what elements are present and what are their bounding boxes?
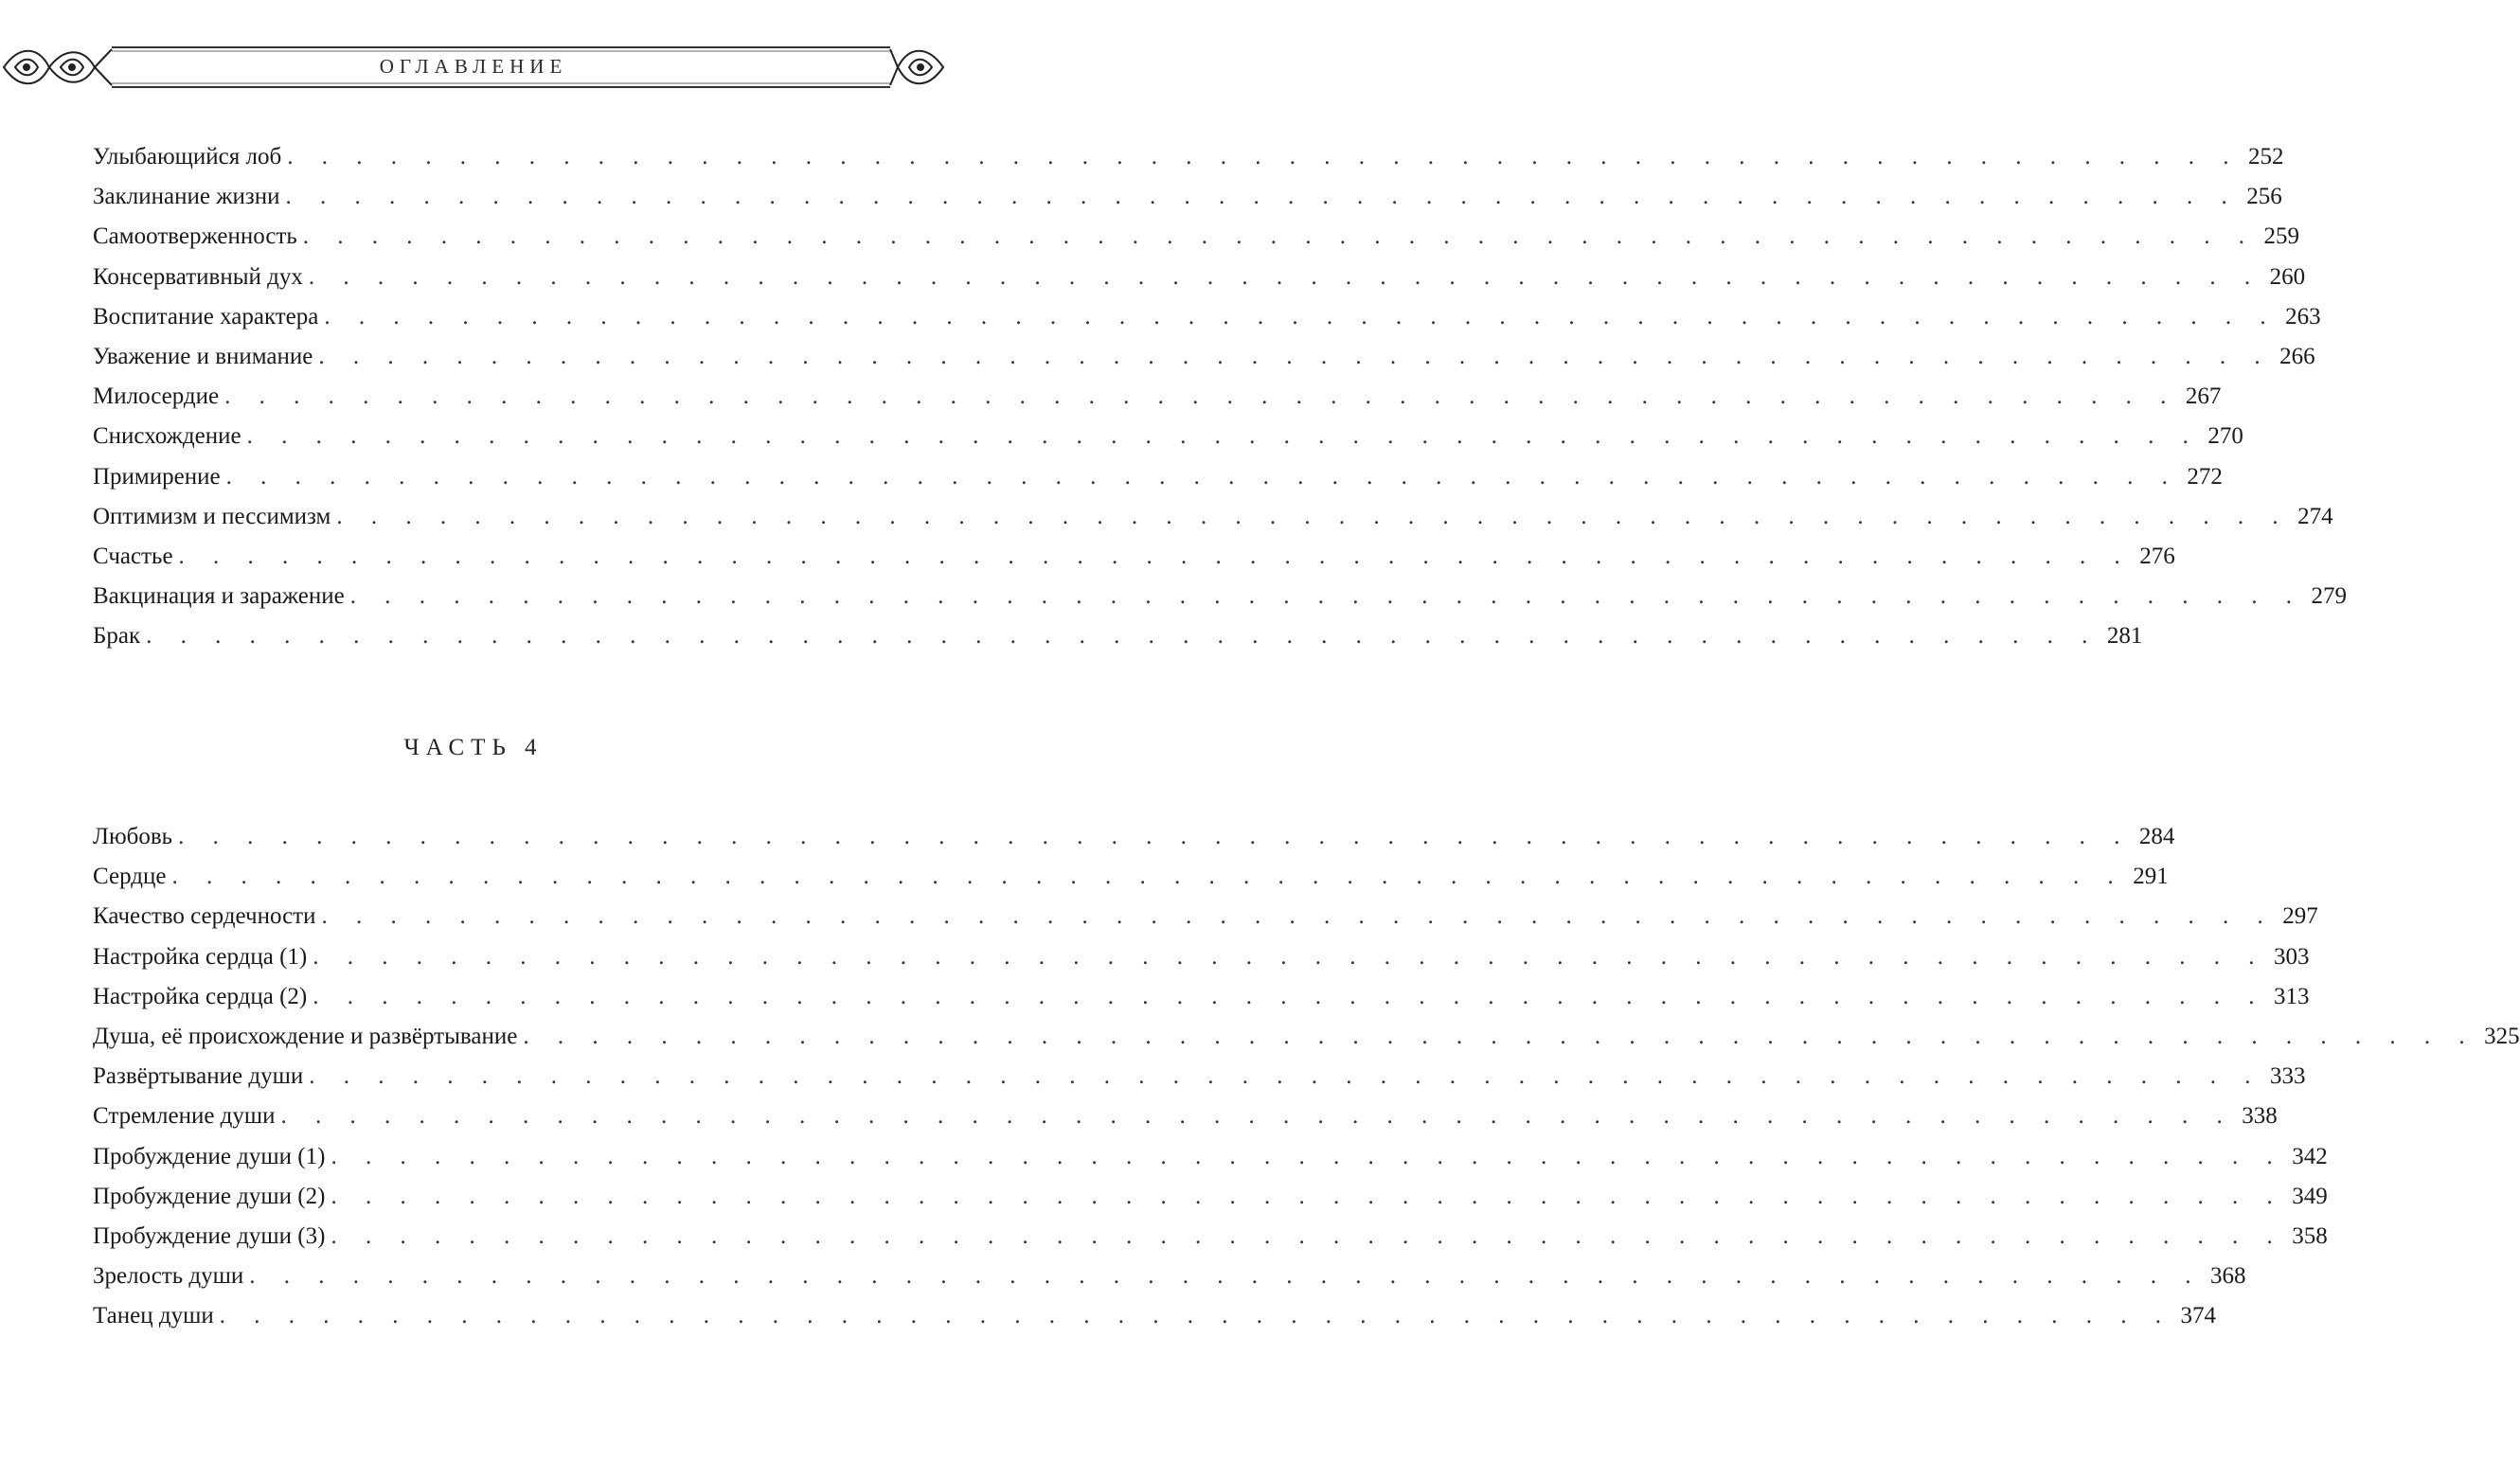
toc-entry-page: 349 <box>2292 1184 2328 1209</box>
toc-entry[interactable] <box>93 138 2284 176</box>
toc-entry-page: 358 <box>2292 1223 2328 1249</box>
toc-leader-dots: . . . . . . . . . . . . . . . . . . . . . . . . . . . . . . . . . . . . . . . . . . . . . . . . . . . . . . . . . <box>285 184 2239 209</box>
toc-leader-dots: . . . . . . . . . . . . . . . . . . . . . . . . . . . . . . . . . . . . . . . . . . . . . . . . . . . . . . . . . <box>324 304 2278 330</box>
toc-entry[interactable] <box>93 1018 2520 1056</box>
toc-entry[interactable] <box>93 298 2321 336</box>
toc-leader-dots: . . . . . . . . . . . . . . . . . . . . . . . . . . . . . . . . . . . . . . . . . . . . . . . . . . . . . . . . . <box>171 864 2125 889</box>
toc-leader-dots: . . . . . . . . . . . . . . . . . . . . . . . . . . . . . . . . . . . . . . . . . . . . . . . . . . . . . . . . . <box>523 1024 2476 1049</box>
toc-entry-title: Сердце <box>93 864 167 889</box>
toc-entry[interactable] <box>93 338 2315 376</box>
toc-entry-title: Консервативный дух <box>93 264 303 290</box>
toc-leader-dots: . . . . . . . . . . . . . . . . . . . . . . . . . . . . . . . . . . . . . . . . . . . . . . . . . . . . . . . . . <box>302 223 2257 249</box>
toc-leader-dots: . . . . . . . . . . . . . . . . . . . . . . . . . . . . . . . . . . . . . . . . . . . . . . . . . . . . . . . . . <box>246 423 2200 449</box>
toc-leader-dots: . . . . . . . . . . . . . . . . . . . . . . . . . . . . . . . . . . . . . . . . . . . . . . . . . . . . . . . . . <box>336 504 2290 529</box>
part-heading: ЧАСТЬ 4 <box>403 735 544 760</box>
toc-entry-page: 274 <box>2297 504 2333 529</box>
toc-leader-dots: . . . . . . . . . . . . . . . . . . . . . . . . . . . . . . . . . . . . . . . . . . . . . . . . . . . . . . . . . <box>287 144 2241 169</box>
toc-entry-title: Настройка сердца (2) <box>93 984 308 1009</box>
toc-entry-page: 374 <box>2180 1303 2216 1328</box>
toc-entry-title: Качество сердечности <box>93 903 316 929</box>
toc-entry[interactable] <box>93 858 2169 896</box>
toc-leader-dots: . . . . . . . . . . . . . . . . . . . . . . . . . . . . . . . . . . . . . . . . . . . . . . . . . . . . . . . . . <box>318 344 2272 369</box>
toc-entry[interactable] <box>93 498 2333 536</box>
toc-entry-page: 279 <box>2311 583 2347 609</box>
toc-entry[interactable] <box>93 1178 2328 1216</box>
toc-entry[interactable] <box>93 1138 2328 1176</box>
toc-entry-page: 266 <box>2279 344 2315 369</box>
toc-entry-page: 276 <box>2139 544 2175 569</box>
toc-entry[interactable] <box>93 818 2175 856</box>
toc-entry-title: Развёртывание души <box>93 1063 304 1089</box>
toc-entry-title: Настройка сердца (1) <box>93 944 308 970</box>
toc-entry-page: 267 <box>2185 383 2222 409</box>
toc-entry-title: Воспитание характера <box>93 304 319 330</box>
toc-entry-title: Самоотверженность <box>93 223 297 249</box>
toc-entry-page: 270 <box>2207 423 2243 449</box>
toc-entry-title: Счастье <box>93 544 173 569</box>
header-title: ОГЛАВЛЕНИЕ <box>379 55 568 78</box>
toc-entry[interactable] <box>93 538 2175 576</box>
toc-entry-page: 272 <box>2187 464 2223 490</box>
toc-leader-dots: . . . . . . . . . . . . . . . . . . . . . . . . . . . . . . . . . . . . . . . . . . . . . . . . . . . . . . . . . <box>331 1144 2284 1169</box>
toc-entry-page: 342 <box>2292 1144 2328 1169</box>
toc-leader-dots: . . . . . . . . . . . . . . . . . . . . . . . . . . . . . . . . . . . . . . . . . . . . . . . . . . . . . . . . . <box>331 1223 2284 1249</box>
toc-entry-title: Снисхождение <box>93 423 241 449</box>
toc-entry-title: Улыбающийся лоб <box>93 144 282 169</box>
toc-entry-title: Стремление души <box>93 1103 276 1129</box>
toc-leader-dots: . . . . . . . . . . . . . . . . . . . . . . . . . . . . . . . . . . . . . . . . . . . . . . . . . . . . . . . . . <box>309 1063 2262 1089</box>
toc-leader-dots: . . . . . . . . . . . . . . . . . . . . . . . . . . . . . . . . . . . . . . . . . . . . . . . . . . . . . . . . . <box>349 583 2303 609</box>
toc-entry-page: 313 <box>2273 984 2310 1009</box>
toc-leader-dots: . . . . . . . . . . . . . . . . . . . . . . . . . . . . . . . . . . . . . . . . . . . . . . . . . . . . . . . . . <box>313 944 2266 970</box>
toc-entry-title: Любовь <box>93 824 173 849</box>
toc-entry-page: 263 <box>2285 304 2321 330</box>
toc-leader-dots: . . . . . . . . . . . . . . . . . . . . . . . . . . . . . . . . . . . . . . . . . . . . . . . . . . . . . . . . . <box>178 544 2132 569</box>
toc-entry[interactable] <box>93 178 2282 216</box>
toc-entry[interactable] <box>93 418 2243 455</box>
toc-entry[interactable] <box>93 378 2222 416</box>
toc-entry-title: Танец души <box>93 1303 214 1328</box>
toc-entry-page: 256 <box>2246 184 2282 209</box>
toc-entry-page: 325 <box>2484 1024 2520 1049</box>
toc-leader-dots: . . . . . . . . . . . . . . . . . . . . . . . . . . . . . . . . . . . . . . . . . . . . . . . . . . . . . . . . . <box>146 623 2100 649</box>
toc-leader-dots: . . . . . . . . . . . . . . . . . . . . . . . . . . . . . . . . . . . . . . . . . . . . . . . . . . . . . . . . . <box>313 984 2266 1009</box>
toc-entry-page: 333 <box>2269 1063 2306 1089</box>
toc-entry-page: 368 <box>2210 1263 2246 1289</box>
toc-entry-title: Пробуждение души (3) <box>93 1223 326 1249</box>
toc-entry-title: Заклинание жизни <box>93 184 280 209</box>
toc-entry-title: Пробуждение души (1) <box>93 1144 326 1169</box>
toc-entry-title: Зрелость души <box>93 1263 244 1289</box>
toc-entry[interactable] <box>93 458 2223 496</box>
toc-entry[interactable] <box>93 1058 2306 1096</box>
toc-leader-dots: . . . . . . . . . . . . . . . . . . . . . . . . . . . . . . . . . . . . . . . . . . . . . . . . . . . . . . . . . <box>308 264 2262 290</box>
toc-leader-dots: . . . . . . . . . . . . . . . . . . . . . . . . . . . . . . . . . . . . . . . . . . . . . . . . . . . . . . . . . <box>178 824 2132 849</box>
running-header <box>0 42 947 95</box>
toc-entry-title: Примирение <box>93 464 221 490</box>
toc-entry-page: 260 <box>2269 264 2306 290</box>
toc-leader-dots: . . . . . . . . . . . . . . . . . . . . . . . . . . . . . . . . . . . . . . . . . . . . . . . . . . . . . . . . . <box>280 1103 2234 1129</box>
toc-leader-dots: . . . . . . . . . . . . . . . . . . . . . . . . . . . . . . . . . . . . . . . . . . . . . . . . . . . . . . . . . <box>331 1184 2284 1209</box>
toc-leader-dots: . . . . . . . . . . . . . . . . . . . . . . . . . . . . . . . . . . . . . . . . . . . . . . . . . . . . . . . . . <box>225 464 2179 490</box>
toc-leader-dots: . . . . . . . . . . . . . . . . . . . . . . . . . . . . . . . . . . . . . . . . . . . . . . . . . . . . . . . . . <box>321 903 2275 929</box>
toc-entry-page: 284 <box>2138 824 2175 849</box>
toc-entry[interactable] <box>93 218 2300 256</box>
toc-leader-dots: . . . . . . . . . . . . . . . . . . . . . . . . . . . . . . . . . . . . . . . . . . . . . . . . . . . . . . . . . <box>219 1303 2172 1328</box>
toc-entry-title: Пробуждение души (2) <box>93 1184 326 1209</box>
toc-leader-dots: . . . . . . . . . . . . . . . . . . . . . . . . . . . . . . . . . . . . . . . . . . . . . . . . . . . . . . . . . <box>249 1263 2203 1289</box>
toc-leader-dots: . . . . . . . . . . . . . . . . . . . . . . . . . . . . . . . . . . . . . . . . . . . . . . . . . . . . . . . . . <box>224 383 2178 409</box>
toc-entry[interactable] <box>93 1097 2278 1135</box>
toc-entry[interactable] <box>93 978 2310 1016</box>
toc-entry-page: 259 <box>2263 223 2300 249</box>
toc-entry[interactable] <box>93 1218 2328 1256</box>
toc-entry[interactable] <box>93 578 2347 615</box>
toc-entry-page: 291 <box>2133 864 2169 889</box>
toc-entry-title: Брак <box>93 623 141 649</box>
toc-entry-title: Вакцинация и заражение <box>93 583 345 609</box>
toc-entry[interactable] <box>93 617 2143 655</box>
toc-entry-page: 338 <box>2242 1103 2278 1129</box>
toc-entry-title: Душа, её происхождение и развёртывание <box>93 1024 518 1049</box>
toc-entry-title: Уважение и внимание <box>93 344 313 369</box>
toc-entry-title: Оптимизм и пессимизм <box>93 504 331 529</box>
toc-entry-title: Милосердие <box>93 383 220 409</box>
toc-entry[interactable] <box>93 1297 2216 1335</box>
toc-entry-page: 252 <box>2247 144 2284 169</box>
toc-entry[interactable] <box>93 1257 2246 1295</box>
toc-entry-page: 297 <box>2282 903 2318 929</box>
toc-entry-page: 281 <box>2106 623 2143 649</box>
toc-entry[interactable] <box>93 898 2318 936</box>
toc-entry[interactable] <box>93 938 2310 976</box>
toc-entry[interactable] <box>93 259 2306 296</box>
toc-entry-page: 303 <box>2273 944 2310 970</box>
